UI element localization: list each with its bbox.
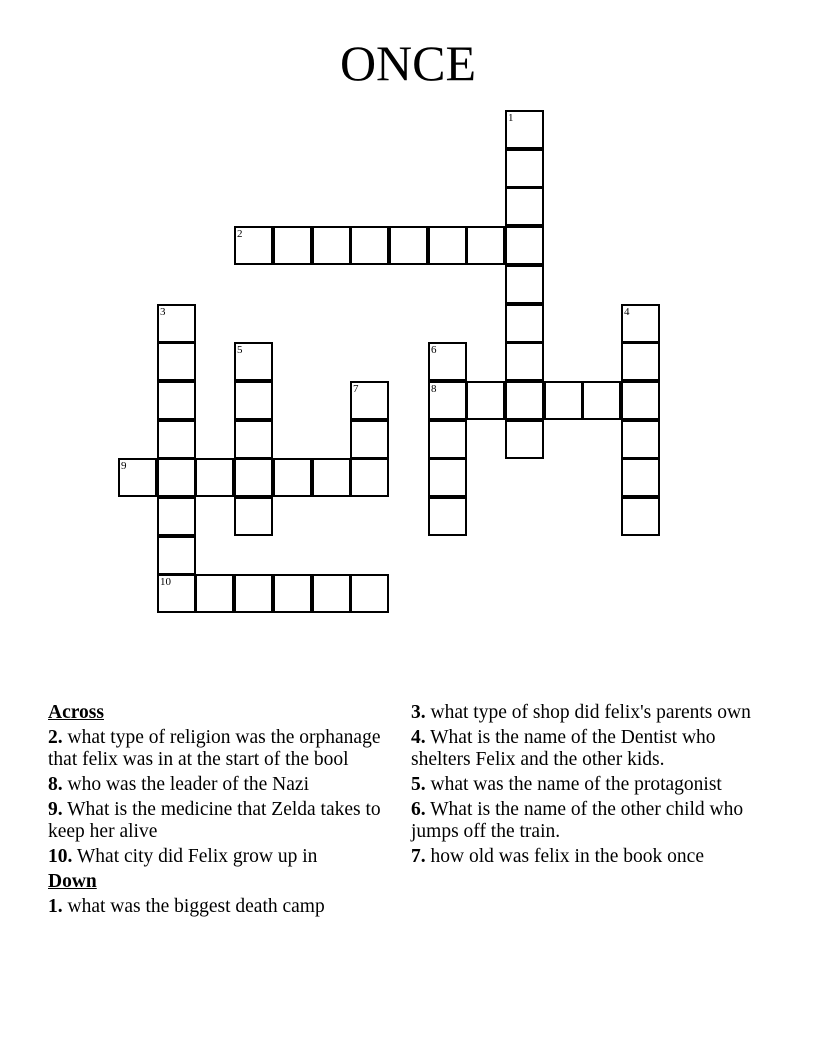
grid-cell[interactable]	[428, 497, 467, 536]
clue-number: 6.	[411, 799, 426, 820]
clue-text: what was the biggest death camp	[62, 896, 325, 917]
grid-cell[interactable]	[157, 342, 196, 381]
grid-cell[interactable]	[544, 381, 583, 420]
clue-number: 3.	[411, 702, 426, 723]
clue-number: 2.	[48, 727, 63, 748]
grid-cell[interactable]	[312, 574, 351, 613]
clue-item	[48, 727, 400, 771]
across-heading: Across	[48, 702, 104, 723]
clue-text: What city did Felix grow up in	[72, 846, 318, 867]
grid-cell[interactable]	[582, 381, 621, 420]
grid-cell[interactable]	[350, 574, 389, 613]
clue-item	[48, 774, 400, 796]
clue-number: 1.	[48, 896, 63, 917]
clue-item	[411, 774, 766, 796]
clue-number: 5.	[411, 774, 426, 795]
clue-number-7: 7	[353, 383, 359, 395]
clue-item	[48, 799, 400, 843]
grid-cell[interactable]	[157, 458, 196, 497]
clue-number: 9.	[48, 799, 63, 820]
grid-cell[interactable]	[234, 420, 273, 459]
grid-cell[interactable]	[312, 458, 351, 497]
clue-number-4: 4	[624, 306, 630, 318]
grid-cell[interactable]	[505, 342, 544, 381]
grid-cell[interactable]	[195, 574, 234, 613]
puzzle-title: ONCE	[339, 35, 477, 91]
clue-item	[411, 799, 766, 843]
grid-cell[interactable]	[466, 226, 505, 265]
clue-item	[48, 846, 400, 868]
clue-item	[411, 727, 766, 771]
grid-cell[interactable]	[350, 226, 389, 265]
grid-cell[interactable]	[312, 226, 351, 265]
clue-number: 7.	[411, 846, 426, 867]
clue-item	[411, 846, 766, 868]
grid-cell[interactable]	[505, 381, 544, 420]
grid-cell[interactable]	[505, 420, 544, 459]
clue-text: who was the leader of the Nazi	[62, 774, 309, 795]
grid-cell[interactable]	[505, 304, 544, 343]
grid-cell[interactable]	[234, 574, 273, 613]
grid-cell[interactable]	[389, 226, 428, 265]
grid-cell[interactable]	[621, 497, 660, 536]
grid-cell[interactable]	[428, 420, 467, 459]
clue-number-3: 3	[160, 306, 166, 318]
grid-cell[interactable]	[428, 226, 467, 265]
grid-cell[interactable]	[157, 497, 196, 536]
grid-cell[interactable]	[195, 458, 234, 497]
down-heading: Down	[48, 871, 97, 892]
clues-column-left	[48, 702, 400, 921]
grid-cell[interactable]	[273, 458, 312, 497]
clue-number-9: 9	[121, 460, 127, 472]
grid-cell[interactable]	[505, 149, 544, 188]
clue-text: What is the medicine that Zelda takes to keep her alive	[48, 799, 381, 842]
clue-number-2: 2	[237, 228, 243, 240]
clue-number-8: 8	[431, 383, 437, 395]
grid-cell[interactable]	[621, 458, 660, 497]
grid-cell[interactable]	[621, 342, 660, 381]
grid-cell[interactable]	[234, 497, 273, 536]
grid-cell[interactable]	[621, 381, 660, 420]
grid-cell[interactable]	[273, 226, 312, 265]
grid-cell[interactable]	[157, 536, 196, 575]
grid-cell[interactable]	[350, 458, 389, 497]
grid-cell[interactable]	[505, 226, 544, 265]
grid-cell[interactable]	[505, 187, 544, 226]
clue-number-6: 6	[431, 344, 437, 356]
grid-cell[interactable]	[234, 458, 273, 497]
clue-number: 10.	[48, 846, 73, 867]
grid-cell[interactable]	[428, 458, 467, 497]
clue-number: 4.	[411, 727, 426, 748]
clues-column-right	[411, 702, 766, 871]
clue-number-1: 1	[508, 112, 514, 124]
grid-cell[interactable]	[157, 420, 196, 459]
clue-item	[48, 896, 400, 918]
clue-number: 8.	[48, 774, 63, 795]
clue-number-10: 10	[160, 576, 171, 588]
clue-text: what type of religion was the orphanage that felix was in at the start of the bool	[48, 727, 381, 770]
grid-cell[interactable]	[350, 420, 389, 459]
clue-text: what was the name of the protagonist	[425, 774, 722, 795]
grid-cell[interactable]	[505, 265, 544, 304]
grid-cell[interactable]	[234, 381, 273, 420]
clue-number-5: 5	[237, 344, 243, 356]
clue-text: how old was felix in the book once	[425, 846, 704, 867]
clue-item	[411, 702, 766, 724]
grid-cell[interactable]	[621, 420, 660, 459]
clue-text: what type of shop did felix's parents own	[425, 702, 751, 723]
grid-cell[interactable]	[157, 381, 196, 420]
grid-cell[interactable]	[273, 574, 312, 613]
grid-cell[interactable]	[466, 381, 505, 420]
clue-text: What is the name of the other child who jumps off the train.	[411, 799, 744, 842]
clue-text: What is the name of the Dentist who shelters Felix and the other kids.	[411, 727, 716, 770]
